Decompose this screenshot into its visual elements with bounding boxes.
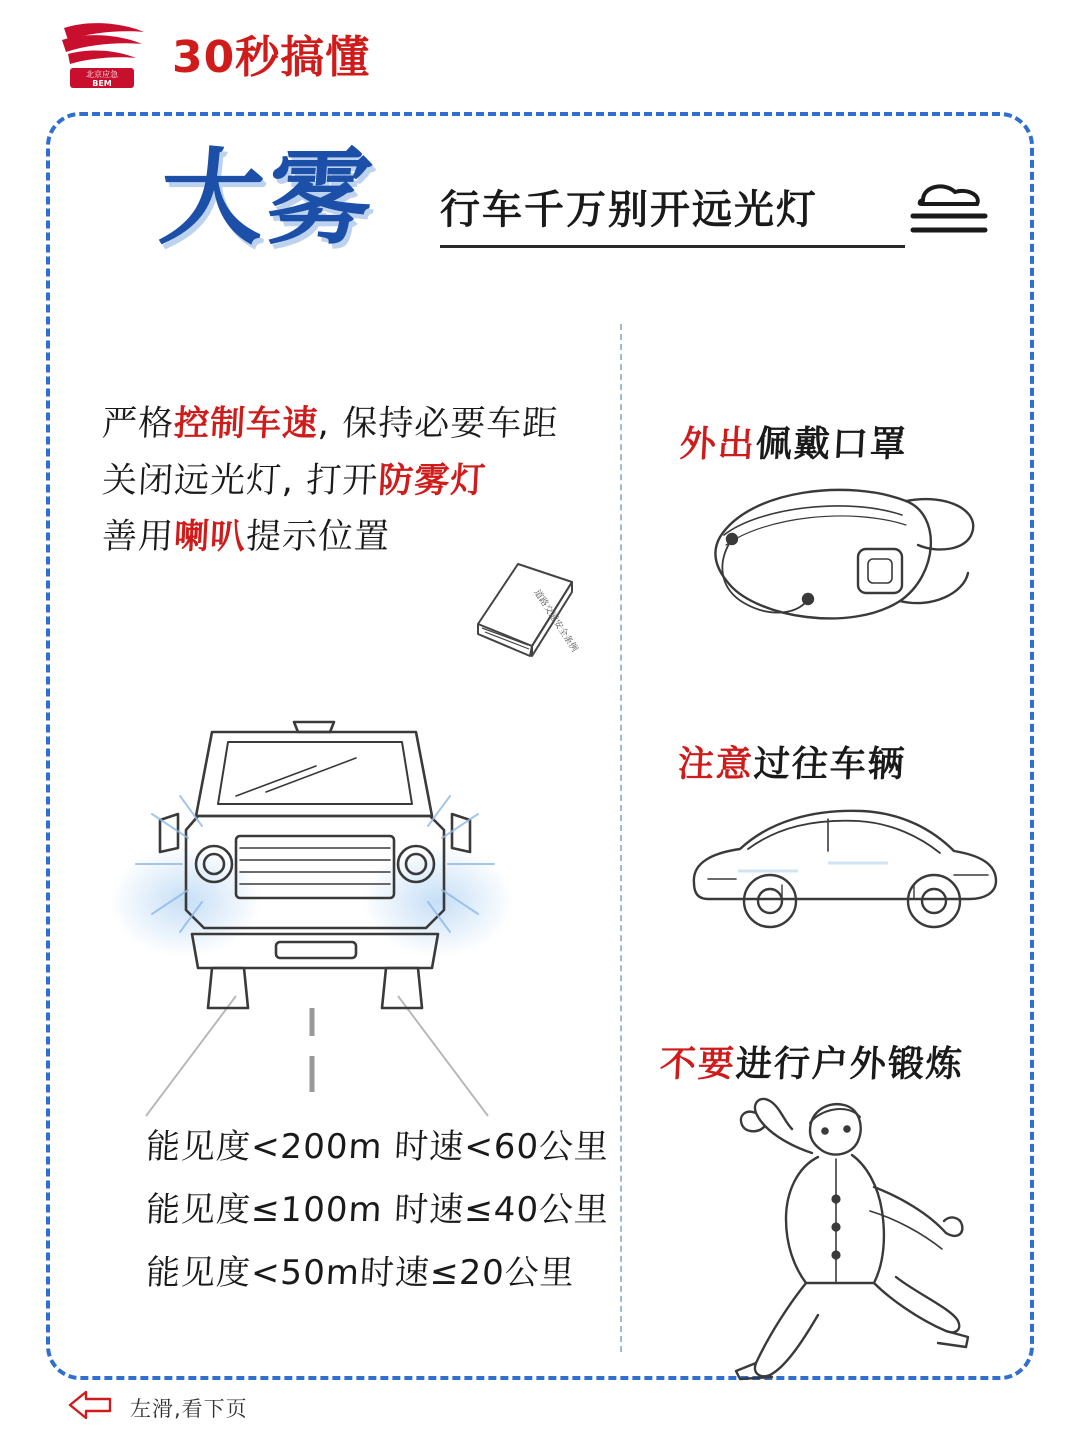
taichi-person-illustration bbox=[660, 1087, 1040, 1392]
tip-3-part-1: 善用 bbox=[100, 517, 176, 558]
right-heading-3-part-2: 进行户外锻炼 bbox=[734, 1044, 965, 1085]
column-divider bbox=[620, 324, 622, 1352]
card-title bbox=[155, 137, 420, 276]
visibility-rule-2: 能见度≤100m 时速≤40公里 bbox=[144, 1189, 611, 1230]
content-card bbox=[46, 112, 1034, 1380]
visibility-rules bbox=[146, 1116, 616, 1305]
car-illustration bbox=[678, 787, 1058, 952]
tip-3-part-2: 喇叭 bbox=[172, 517, 248, 558]
tip-2-part-1: 关闭远光灯, 打开 bbox=[100, 460, 380, 501]
right-heading-2-part-1: 注意 bbox=[676, 744, 755, 785]
footer[interactable] bbox=[64, 1388, 248, 1427]
svg-text:北京应急: 北京应急 bbox=[86, 70, 118, 79]
visibility-rule-3: 能见度<50m时速≤20公里 bbox=[144, 1252, 576, 1293]
visibility-rule-1: 能见度<200m 时速<60公里 bbox=[144, 1127, 611, 1167]
card-title-text: 大雾 bbox=[155, 137, 381, 259]
right-heading-2 bbox=[677, 736, 1060, 787]
right-heading-1-part-1: 外出 bbox=[678, 424, 757, 465]
left-column bbox=[102, 396, 612, 566]
right-heading-2-part-2: 过往车辆 bbox=[752, 744, 907, 785]
tip-line-1 bbox=[101, 396, 614, 453]
tip-2-part-2: 防雾灯 bbox=[377, 460, 488, 501]
right-heading-3-part-1: 不要 bbox=[658, 1044, 737, 1085]
bem-logo bbox=[58, 18, 150, 92]
fog-icon bbox=[905, 174, 993, 248]
right-heading-1 bbox=[679, 416, 1062, 467]
rulebook-label: 道路交通安全条例 bbox=[531, 588, 580, 655]
left-swipe-arrow-icon[interactable] bbox=[64, 1388, 116, 1427]
tip-1-part-1: 严格 bbox=[100, 404, 176, 444]
right-block-mask bbox=[680, 416, 1060, 657]
subtitle-underline bbox=[440, 245, 905, 248]
tip-1-part-2: 控制车速 bbox=[172, 404, 320, 444]
card-subtitle: 行车千万别开远光灯 bbox=[440, 187, 818, 233]
tip-1-part-3: , 保持必要车距 bbox=[317, 404, 560, 444]
right-heading-3 bbox=[659, 1036, 1042, 1087]
page-header bbox=[58, 18, 370, 92]
rulebook-illustration bbox=[460, 546, 590, 676]
card-subtitle-wrap bbox=[440, 178, 940, 248]
right-block-exercise bbox=[660, 1036, 1040, 1392]
svg-text:BEM: BEM bbox=[92, 79, 112, 88]
tip-3-part-3: 提示位置 bbox=[245, 517, 392, 558]
truck-illustration bbox=[116, 696, 516, 1116]
page-title: 30秒搞懂 bbox=[172, 32, 371, 83]
tip-line-2 bbox=[101, 453, 614, 510]
right-heading-1-part-2: 佩戴口罩 bbox=[754, 424, 909, 465]
right-block-car bbox=[678, 736, 1058, 952]
mask-illustration bbox=[680, 467, 1060, 657]
footer-text: 左滑,看下页 bbox=[130, 1396, 248, 1421]
